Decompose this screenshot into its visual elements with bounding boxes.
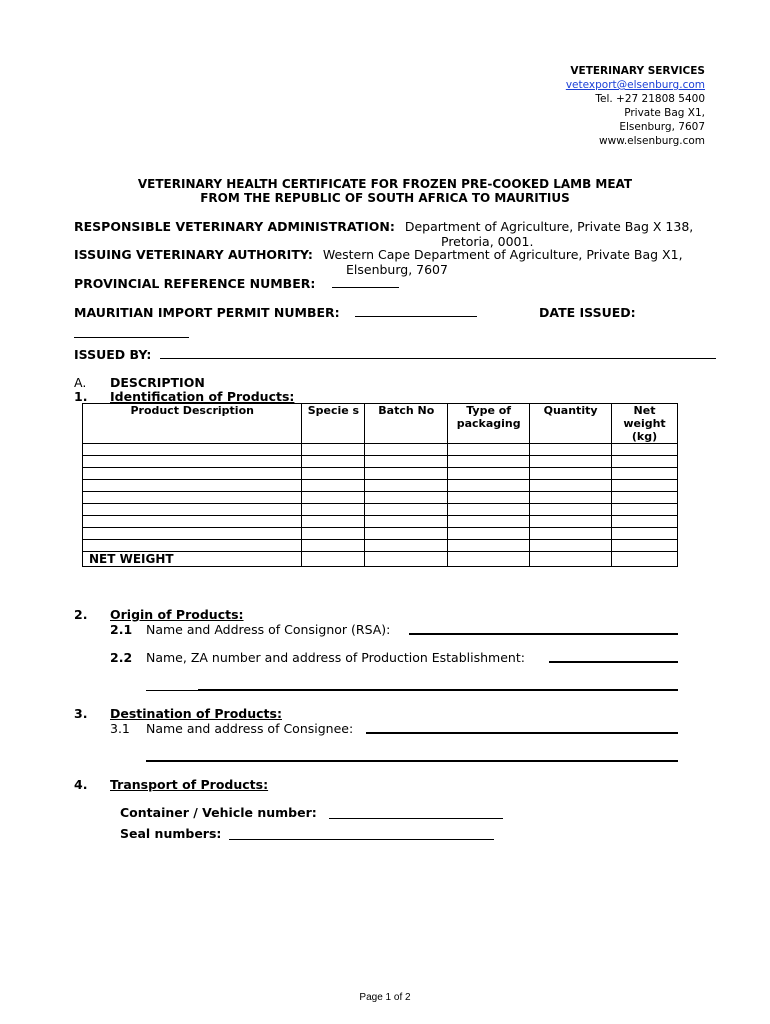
- org-name: VETERINARY SERVICES: [570, 65, 705, 77]
- permit-label: MAURITIAN IMPORT PERMIT NUMBER:: [74, 305, 340, 320]
- table-row[interactable]: [83, 492, 678, 504]
- provincial-field[interactable]: [332, 287, 399, 288]
- table-row[interactable]: [83, 516, 678, 528]
- col-quantity: Quantity: [530, 404, 612, 444]
- email-link[interactable]: vetexport@elsenburg.com: [565, 79, 705, 91]
- establishment-field-2a[interactable]: [146, 690, 198, 691]
- admin-row: [74, 219, 693, 234]
- admin-value-2: Pretoria, 0001.: [441, 234, 534, 249]
- page-number: Page 1 of 2: [359, 992, 411, 1003]
- section-3-title: Destination of Products:: [110, 706, 282, 721]
- item-2-2-label: Name, ZA number and address of Production Establishment:: [146, 650, 525, 665]
- container-label: Container / Vehicle number:: [120, 805, 317, 820]
- admin-value: Department of Agriculture, Private Bag X 138,: [404, 219, 694, 234]
- certificate-title-line-2: FROM THE REPUBLIC OF SOUTH AFRICA TO MAURITIUS: [200, 191, 570, 205]
- website: www.elsenburg.com: [599, 135, 705, 147]
- item-3-1-label: Name and address of Consignee:: [146, 721, 354, 736]
- net-weight-row: [83, 552, 678, 567]
- address-line-2: Elsenburg, 7607: [619, 121, 705, 133]
- establishment-field[interactable]: [549, 661, 678, 663]
- section-1-number: 1.: [74, 389, 88, 404]
- table-row[interactable]: [83, 540, 678, 552]
- authority-label: ISSUING VETERINARY AUTHORITY:: [74, 247, 313, 262]
- item-3-1-number: 3.1: [110, 721, 130, 736]
- item-2-1-number: 2.1: [110, 622, 133, 637]
- col-net-weight: Net weight (kg): [612, 404, 678, 444]
- certificate-title-line-1: VETERINARY HEALTH CERTIFICATE FOR FROZEN PRE-COOKED LAMB MEAT: [137, 177, 633, 191]
- section-a-title: DESCRIPTION: [110, 375, 205, 390]
- table-row[interactable]: [83, 456, 678, 468]
- authority-row: [74, 247, 683, 262]
- col-batch-no: Batch No: [365, 404, 448, 444]
- item-2-2-number: 2.2: [110, 650, 133, 665]
- section-3-number: 3.: [74, 706, 88, 721]
- consignee-field-2[interactable]: [146, 760, 678, 762]
- products-table: [82, 403, 678, 567]
- issued-by-label: ISSUED BY:: [74, 347, 152, 362]
- table-row[interactable]: [83, 468, 678, 480]
- table-header-row: [83, 404, 678, 444]
- section-4-title: Transport of Products:: [110, 777, 269, 792]
- issued-by-field[interactable]: [160, 358, 716, 359]
- establishment-field-2b[interactable]: [198, 689, 678, 691]
- telephone: Tel. +27 21808 5400: [595, 93, 705, 105]
- seal-label: Seal numbers:: [120, 826, 222, 841]
- authority-value-2: Elsenburg, 7607: [346, 262, 448, 277]
- admin-label: RESPONSIBLE VETERINARY ADMINISTRATION:: [74, 219, 395, 234]
- section-2-number: 2.: [74, 607, 88, 622]
- col-species: Specie s: [302, 404, 365, 444]
- address-line-1: Private Bag X1,: [624, 107, 705, 119]
- section-4-number: 4.: [74, 777, 88, 792]
- net-weight-label: NET WEIGHT: [83, 552, 302, 567]
- table-row[interactable]: [83, 504, 678, 516]
- table-row[interactable]: [83, 444, 678, 456]
- consignor-field[interactable]: [409, 633, 678, 635]
- header-contact-block: [566, 64, 705, 148]
- provincial-label: PROVINCIAL REFERENCE NUMBER:: [74, 276, 316, 291]
- seal-field[interactable]: [229, 839, 494, 840]
- permit-field[interactable]: [355, 316, 477, 317]
- authority-value: Western Cape Department of Agriculture, Private Bag X1,: [322, 247, 683, 262]
- container-field[interactable]: [329, 818, 503, 819]
- section-1-title: Identification of Products:: [110, 389, 295, 404]
- net-weight-total-cell[interactable]: [612, 552, 678, 567]
- table-row[interactable]: [83, 528, 678, 540]
- item-2-1-label: Name and Address of Consignor (RSA):: [146, 622, 391, 637]
- col-type-of-packaging: Type of packaging: [448, 404, 530, 444]
- section-a-letter: A.: [74, 375, 87, 390]
- consignee-field[interactable]: [366, 732, 678, 734]
- date-issued-field[interactable]: [74, 337, 189, 338]
- section-2-title: Origin of Products:: [110, 607, 244, 622]
- col-product-description: Product Description: [83, 404, 302, 444]
- table-row[interactable]: [83, 480, 678, 492]
- date-issued-label: DATE ISSUED:: [539, 305, 636, 320]
